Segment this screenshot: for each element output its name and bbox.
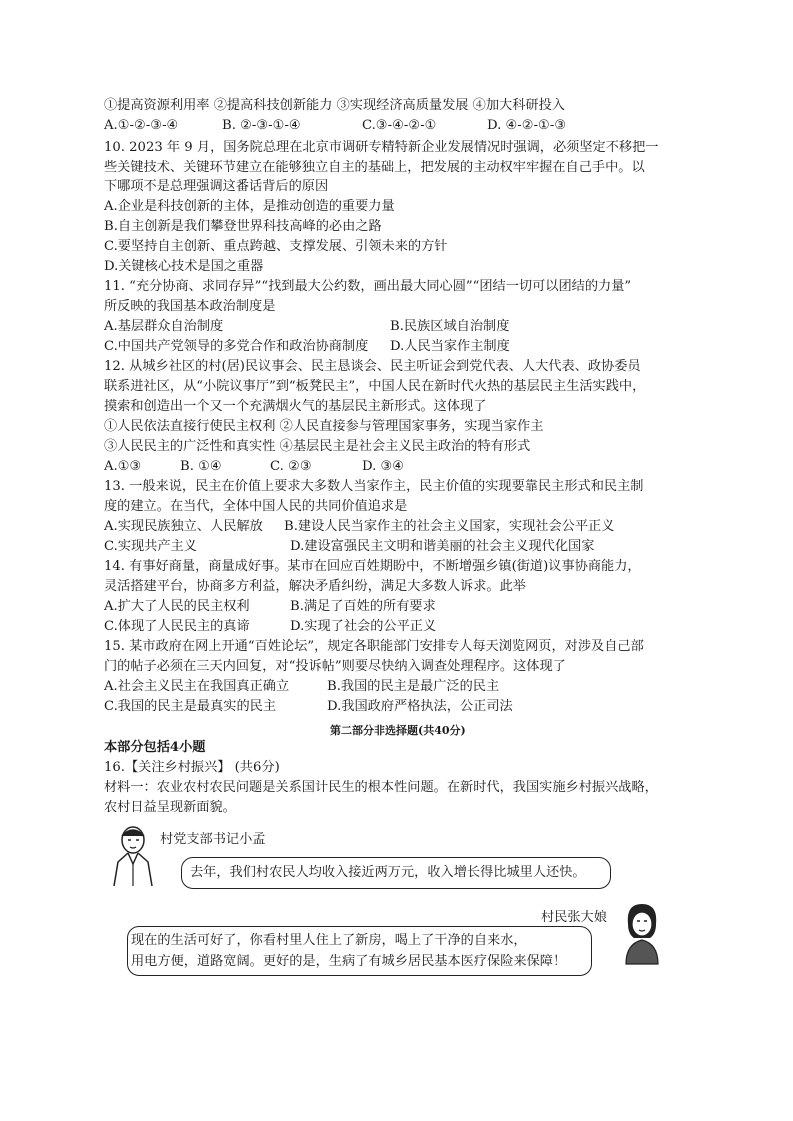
q12-item-line: ③人民民主的广泛性和真实性 ④基层民主是社会主义民主政治的特有形式: [104, 439, 531, 454]
q16-title: 16.【关注乡村振兴】 (共6分): [104, 760, 280, 775]
q13-option-b: B.建设人民当家作主的社会主义国家，实现社会公平正义: [284, 519, 615, 534]
q15-stem-line: 门的帖子必须在三天内回复，对“投诉帖”则要尽快纳入调查处理程序。这体现了: [104, 659, 566, 674]
q12-option-c: C. ②③: [270, 459, 312, 474]
q14-stem-line: 灵活搭建平台，协商多方利益，解决矛盾纠纷，满足大多数人诉求。此举: [104, 579, 526, 594]
part2-intro: 本部分包括4小题: [104, 740, 206, 755]
q14-stem-line: 14. 有事好商量，商量成好事。某市在回应百姓期盼中，不断增强乡镇(街道)议事协商能力，: [104, 559, 641, 574]
q9-option-d: D. ④-②-①-③: [487, 118, 567, 133]
part2-heading: 第二部分非选择题(共40分): [330, 724, 466, 737]
q15-stem-line: 15. 某市政府在网上开通“百姓论坛”，规定各职能部门安排专人每天浏览网页，对涉及自己部: [104, 639, 644, 654]
q14-option-b: B.满足了百姓的所有要求: [290, 599, 436, 614]
speaker2-name: 村民张大娘: [541, 910, 607, 925]
q9-option-a: A.①-②-③-④: [104, 118, 179, 133]
q11-option-a: A.基层群众自治制度: [104, 319, 224, 334]
q10-option-a: A.企业是科技创新的主体，是推动创造的重要力量: [104, 199, 395, 214]
villager-portrait-icon: [620, 900, 664, 966]
q9-option-c: C.③-④-②-①: [362, 118, 437, 133]
speaker2-speech-bubble: [127, 926, 592, 976]
village-secretary-portrait-icon: [108, 822, 158, 888]
q11-option-b: B.民族区域自治制度: [390, 319, 510, 334]
q12-item-line: ①人民依法直接行使民主权利 ②人民直接参与管理国家事务，实现当家作主: [104, 419, 544, 434]
q12-option-b: B. ①④: [180, 459, 222, 474]
q15-option-c: C.我国的民主是最真实的民主: [104, 699, 277, 714]
speaker2-quote-line: 现在的生活可好了，你看村里人住上了新房，喝上了干净的自来水，: [131, 933, 527, 948]
speaker1-speech-bubble: [181, 857, 611, 889]
q15-option-d: D.我国政府严格执法，公正司法: [327, 699, 513, 714]
q14-option-c: C.体现了人民民主的真谛: [104, 619, 250, 634]
q14-option-d: D.实现了社会的公平正义: [290, 619, 437, 634]
q11-option-c: C.中国共产党领导的多党合作和政治协商制度: [104, 339, 369, 354]
q12-stem-line: 12. 从城乡社区的村(居)民议事会、民主恳谈会、民主听证会到党代表、人大代表、政协委员: [104, 359, 641, 374]
q10-option-b: B.自主创新是我们攀登世界科技高峰的必由之路: [104, 219, 382, 234]
q10-stem-line: 10. 2023 年 9 月，国务院总理在北京市调研专精特新企业发展情况时强调，必须坚定不移把一: [104, 140, 659, 155]
q10-option-c: C.要坚持自主创新、重点跨越、支撑发展、引领未来的方针: [104, 239, 448, 254]
q12-stem-line: 联系进社区，从“小院议事厅”到“板凳民主”，中国人民在新时代火热的基层民主生活实践中，: [104, 379, 646, 394]
q13-option-a: A.实现民族独立、人民解放: [104, 519, 263, 534]
q12-option-a: A.①③: [104, 459, 142, 474]
q13-stem-line: 度的建立。在当代，全体中国人民的共同价值追求是: [104, 499, 408, 514]
q10-stem-line: 些关键技术、关键环节建立在能够独立自主的基础上，把发展的主动权牢牢握在自己手中。以: [104, 160, 645, 175]
q9-items: ①提高资源利用率 ②提高科技创新能力 ③实现经济高质量发展 ④加大科研投入: [104, 98, 565, 113]
q14-option-a: A.扩大了人民的民主权利: [104, 599, 250, 614]
q16-material-line: 材料一：农业农村农民问题是关系国计民生的根本性问题。在新时代，我国实施乡村振兴战略，: [104, 780, 658, 795]
q13-stem-line: 13. 一般来说，民主在价值上要求大多数人当家作主，民主价值的实现要靠民主形式和民主制: [104, 479, 644, 494]
q15-option-a: A.社会主义民主在我国真正确立: [104, 679, 290, 694]
q10-option-d: D.关键核心技术是国之重器: [104, 259, 264, 274]
speaker2-quote-line: 用电方便，道路宽阔。更好的是，生病了有城乡居民基本医疗保险来保障！: [131, 954, 567, 969]
speaker1-quote: 去年，我们村农民人均收入接近两万元，收入增长得比城里人还快。: [190, 865, 586, 880]
q12-stem-line: 摸索和创造出一个又一个充满烟火气的基层民主新形式。这体现了: [104, 399, 487, 414]
speaker1-name: 村党支部书记小孟: [160, 832, 266, 847]
q11-option-d: D.人民当家作主制度: [390, 339, 510, 354]
q9-option-b: B. ②-③-①-④: [222, 118, 301, 133]
q11-stem-line: 所反映的我国基本政治制度是: [104, 299, 276, 314]
q12-option-d: D. ③④: [362, 459, 405, 474]
q13-option-c: C.实现共产主义: [104, 539, 197, 554]
q13-option-d: D.建设富强民主文明和谐美丽的社会主义现代化国家: [290, 539, 595, 554]
q11-stem-line: 11. “充分协商、求同存异”“找到最大公约数，画出最大同心圆”“团结一切可以团结的力量”: [104, 279, 632, 294]
q16-material-line: 农村日益呈现新面貌。: [104, 800, 236, 815]
q10-stem-line: 下哪项不是总理强调这番话背后的原因: [104, 179, 329, 194]
q15-option-b: B.我国的民主是最广泛的民主: [327, 679, 500, 694]
